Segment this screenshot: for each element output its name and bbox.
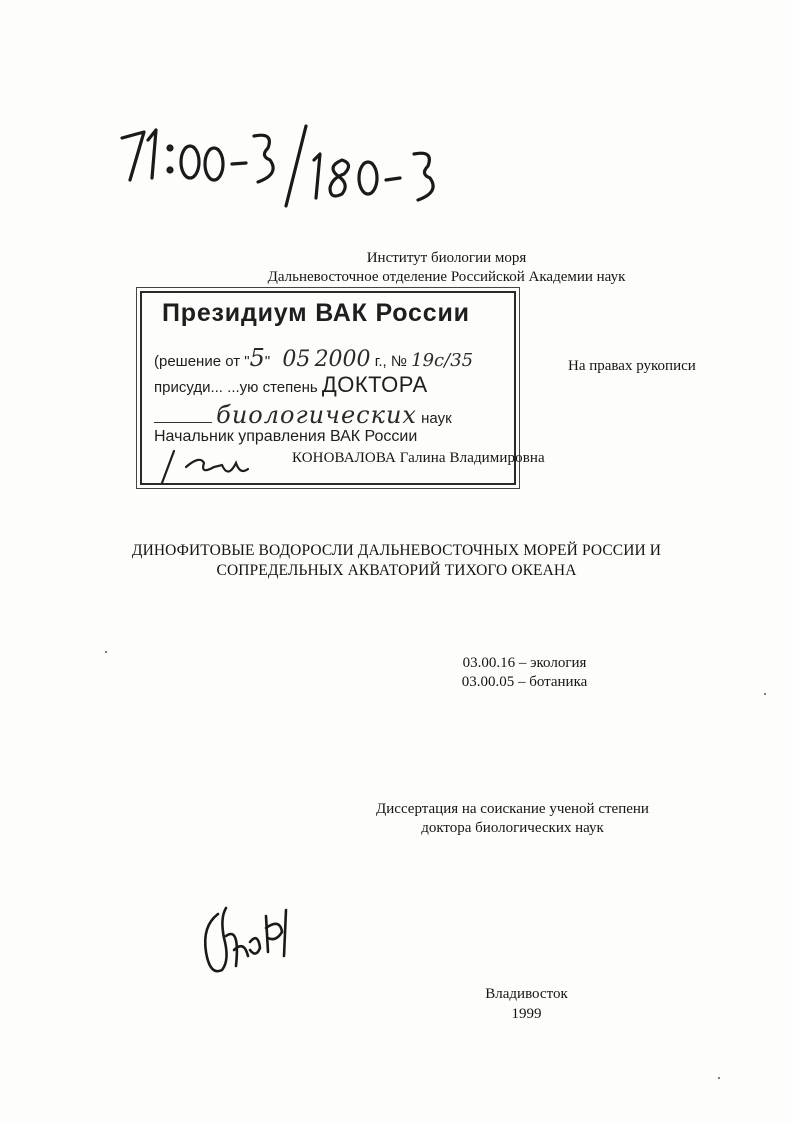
stamp-title: Президиум ВАК России	[162, 299, 470, 327]
stamp-month: 05	[282, 347, 311, 372]
specialty-codes	[128, 654, 793, 692]
dissertation-title	[0, 541, 793, 581]
stamp-number: 19с/35	[411, 350, 474, 371]
scan-speck	[764, 693, 766, 695]
stamp-field: биологических	[216, 401, 417, 429]
year: 1999	[511, 1006, 542, 1022]
scan-speck	[105, 651, 107, 653]
scan-speck	[718, 1077, 720, 1079]
dissertation-statement	[116, 800, 793, 838]
institute-name: Институт биологии моря	[366, 250, 527, 266]
stamp-field-row	[154, 401, 452, 429]
stamp-signature	[156, 445, 286, 485]
stamp-year: 2000	[314, 347, 371, 372]
author-name: КОНОВАЛОВА Галина Владимировна	[292, 450, 545, 466]
stamp-year-suffix: г., №	[374, 353, 407, 370]
handwritten-catalog-code	[118, 118, 458, 208]
stamp-decision-row	[154, 344, 473, 372]
title-line-1: ДИНОФИТОВЫЕ ВОДОРОСЛИ ДАЛЬНЕВОСТОЧНЫХ МОРЕЙ РОССИИ И	[131, 542, 662, 559]
stamp-award-row	[154, 372, 428, 398]
institute-branch: Дальневосточное отделение Российской Академии наук	[267, 269, 626, 285]
statement-line-2: доктора биологических наук	[421, 820, 604, 836]
specialty-ecology: 03.00.16 – экология	[462, 655, 587, 671]
stamp-degree: ДОКТОРА	[321, 372, 428, 397]
stamp-field-suffix: наук	[421, 410, 452, 427]
stamp-day: 5	[249, 344, 265, 372]
stamp-decision-prefix: (решение от "	[154, 353, 250, 370]
stamp-quote: "	[264, 353, 271, 370]
handwritten-signature	[196, 896, 296, 986]
stamp-head-title: Начальник управления ВАК России	[154, 428, 418, 445]
city: Владивосток	[485, 986, 568, 1002]
manuscript-note: На правах рукописи	[568, 358, 696, 374]
stamp-awarded: присуди... ...ую степень	[154, 379, 318, 396]
institute-block	[110, 249, 783, 287]
place-and-year	[130, 984, 793, 1024]
title-line-2: СОПРЕДЕЛЬНЫХ АКВАТОРИЙ ТИХОГО ОКЕАНА	[216, 562, 577, 579]
specialty-botany: 03.00.05 – ботаника	[461, 674, 588, 690]
statement-line-1: Диссертация на соискание ученой степени	[376, 801, 649, 817]
